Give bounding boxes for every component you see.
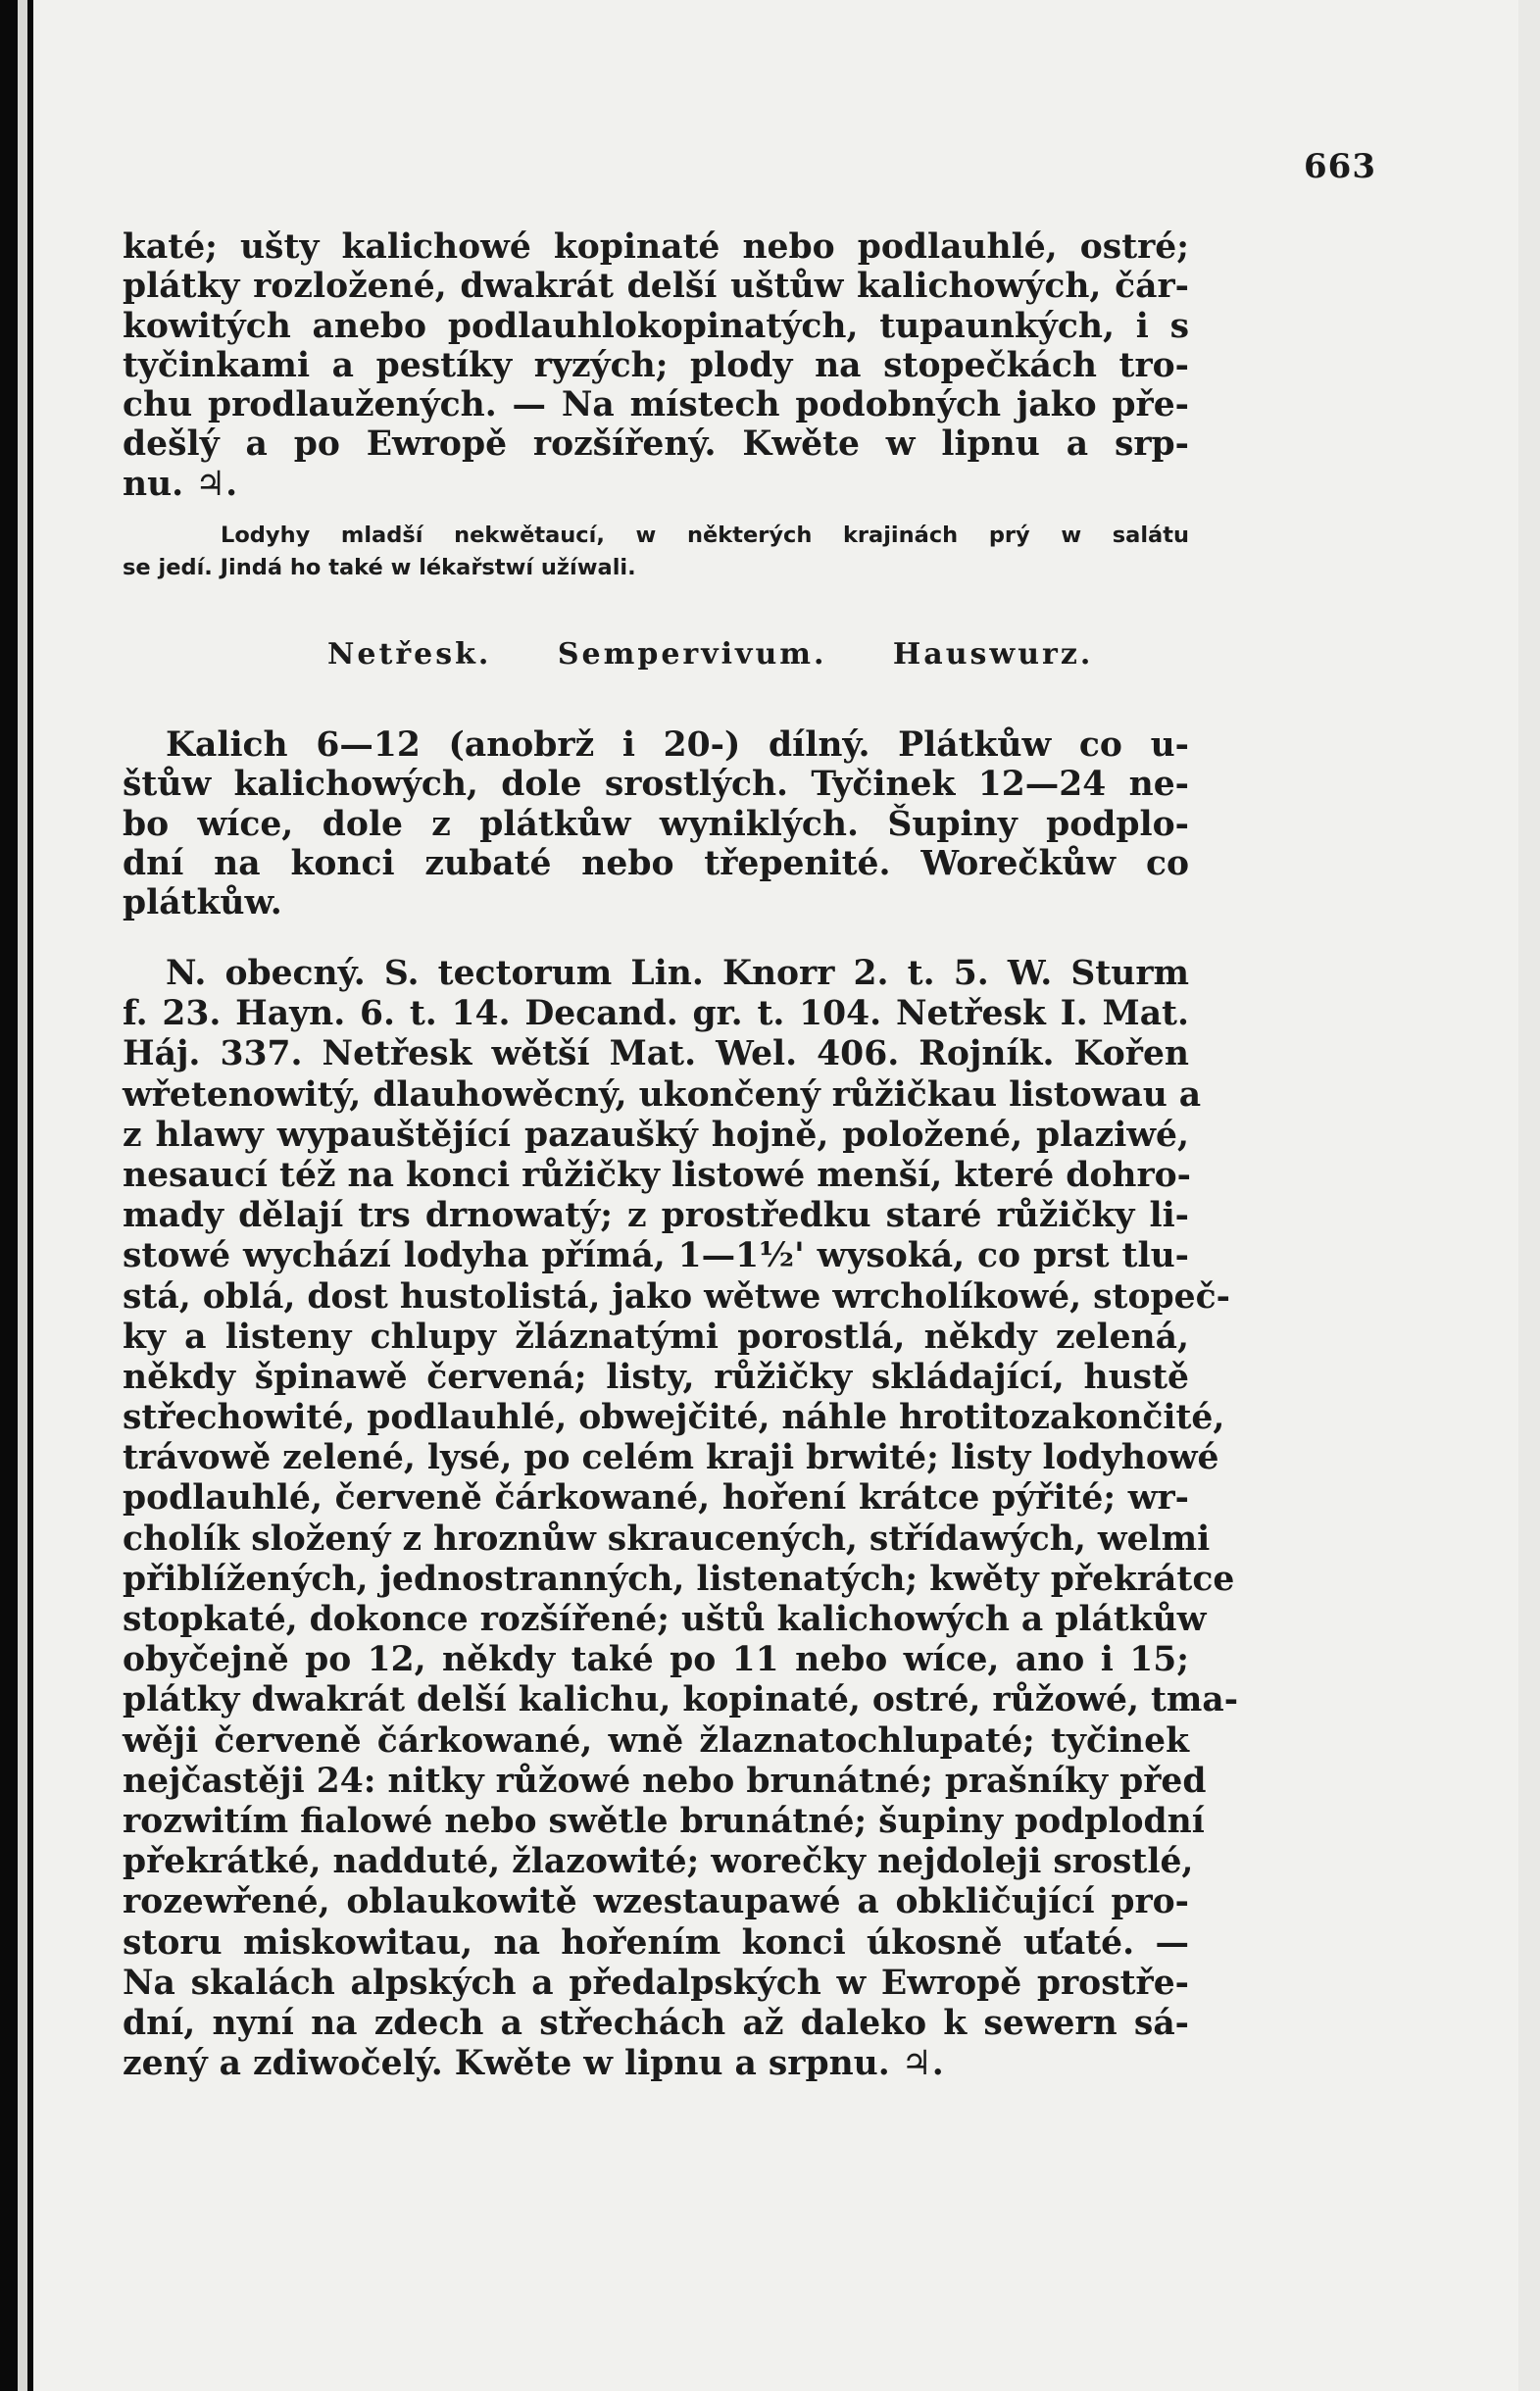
text-line: dní na konci zubaté nebo třepenité. Worečkůw co [123, 843, 1189, 883]
text-line: dešlý a po Ewropě rozšířený. Kwěte w lipnu a srp- [123, 424, 1189, 465]
text-line: střechowité, podlauhlé, obwejčité, náhle hrotitozakončité, [123, 1398, 1225, 1438]
genus-name-latin: Sempervivum. [557, 637, 827, 672]
text-line: nu. ♃. [123, 464, 238, 504]
text-line: rozewřené, oblaukowitě wzestaupawé a obkličující pro- [123, 1882, 1189, 1922]
text-line: překrátké, nadduté, žlazowité; worečky nejdoleji srostlé, [123, 1842, 1194, 1882]
genus-name-czech: Netřesk. [327, 637, 492, 672]
text-line: plátky dwakrát delší kalichu, kopinaté, ostré, růžowé, tma- [123, 1680, 1239, 1720]
text-line: katé; ušty kalichowé kopinaté nebo podlauhlé, ostré; [123, 227, 1189, 267]
text-line: Na skalách alpských a předalpských w Ewropě prostře- [123, 1963, 1189, 2003]
text-line: stowé wychází lodyha přímá, 1—1½' wysoká, co prst tlu- [123, 1236, 1189, 1276]
species-description [123, 954, 1239, 2084]
text-line: podlauhlé, červeně čárkowané, hoření krátce pýřité; wr- [123, 1478, 1189, 1519]
text-line: mady dělají trs drnowatý; z prostředku staré růžičky li- [123, 1196, 1189, 1236]
text-line: cholík složený z hroznůw skraucených, střídawých, welmi [123, 1519, 1211, 1559]
text-line: Háj. 337. Netřesk wětší Mat. Wel. 406. Rojník. Kořen [123, 1034, 1189, 1074]
text-line: někdy špinawě červená; listy, růžičky skládající, hustě [123, 1357, 1189, 1397]
text-line: stopkaté, dokonce rozšířené; uštů kalichowých a plátkůw [123, 1600, 1207, 1639]
text-line: chu prodlaužených. — Na místech podobných jako pře- [123, 385, 1189, 425]
text-line: storu miskowitau, na hořením konci úkosně uťaté. — [123, 1922, 1189, 1963]
text-line: wřetenowitý, dlauhowěcný, ukončený růžičkau listowau a [123, 1074, 1202, 1115]
text-line: tyčinkami a pestíky ryzých; plody na stopečkách tro- [123, 345, 1189, 385]
text-line: nesaucí též na konci růžičky listowé menší, které dohro- [123, 1155, 1191, 1195]
genus-name-german: Hauswurz. [892, 637, 1094, 672]
text-line: dní, nyní na zdech a střechách až daleko k sewern sá- [123, 2003, 1189, 2043]
text-line: bo wíce, dole z plátkůw wyniklých. Šupiny podplo- [123, 804, 1189, 844]
genus-description [123, 725, 1189, 922]
text-line: trávowě zelené, lysé, po celém kraji brwité; listy lodyhowé [123, 1438, 1219, 1478]
text-line: nejčastěji 24: nitky růžowé nebo brunátné; prašníky před [123, 1761, 1207, 1801]
scan-right-edge [1518, 0, 1540, 2391]
text-line: N. obecný. S. tectorum Lin. Knorr 2. t. 5. W. Sturm [166, 954, 1189, 993]
text-line: f. 23. Hayn. 6. t. 14. Decand. gr. t. 104. Netřesk I. Mat. [123, 994, 1189, 1034]
text-line: obyčejně po 12, někdy také po 11 nebo wíce, ano i 15; [123, 1640, 1189, 1680]
paragraph-continued [123, 227, 1189, 504]
genus-heading [327, 637, 1094, 672]
text-line: kowitých anebo podlauhlokopinatých, tupaunkých, i s [123, 306, 1189, 346]
text-line: plátky rozložené, dwakrát delší uštůw kalichowých, čár- [123, 267, 1189, 307]
page-number: 663 [1304, 147, 1376, 186]
text-line: zený a zdiwočelý. Kwěte w lipnu a srpnu. ♃. [123, 2044, 944, 2084]
text-line: wěji červeně čárkowané, wně žlaznatochlupaté; tyčinek [123, 1720, 1189, 1761]
text-line: plátkůw. [123, 883, 282, 923]
text-line: stá, oblá, dost hustolistá, jako wětwe wrcholíkowé, stopeč- [123, 1276, 1230, 1317]
text-line: štůw kalichowých, dole srostlých. Tyčinek 12—24 ne- [123, 765, 1189, 805]
text-line: rozwitím fialowé nebo swětle brunátné; šupiny podplodní [123, 1801, 1205, 1841]
note-line: Lodyhy mladší nekwětaucí, w některých krajinách prý w salátu [221, 523, 1189, 548]
scan-left-edge [18, 0, 27, 2391]
usage-note [123, 520, 1189, 583]
text-line: ky a listeny chlupy žláznatými porostlá, někdy zelená, [123, 1317, 1189, 1357]
text-line: přiblížených, jednostranných, listenatých; kwěty překrátce [123, 1559, 1235, 1599]
text-line: z hlawy wypauštějící pazaušký hojně, položené, plaziwé, [123, 1115, 1189, 1155]
book-page [33, 0, 1518, 2391]
text-line: Kalich 6—12 (anobrž i 20-) dílný. Plátkůw co u- [166, 725, 1189, 765]
note-line: se jedí. Jindá ho také w lékařstwí užíwali. [123, 554, 636, 580]
